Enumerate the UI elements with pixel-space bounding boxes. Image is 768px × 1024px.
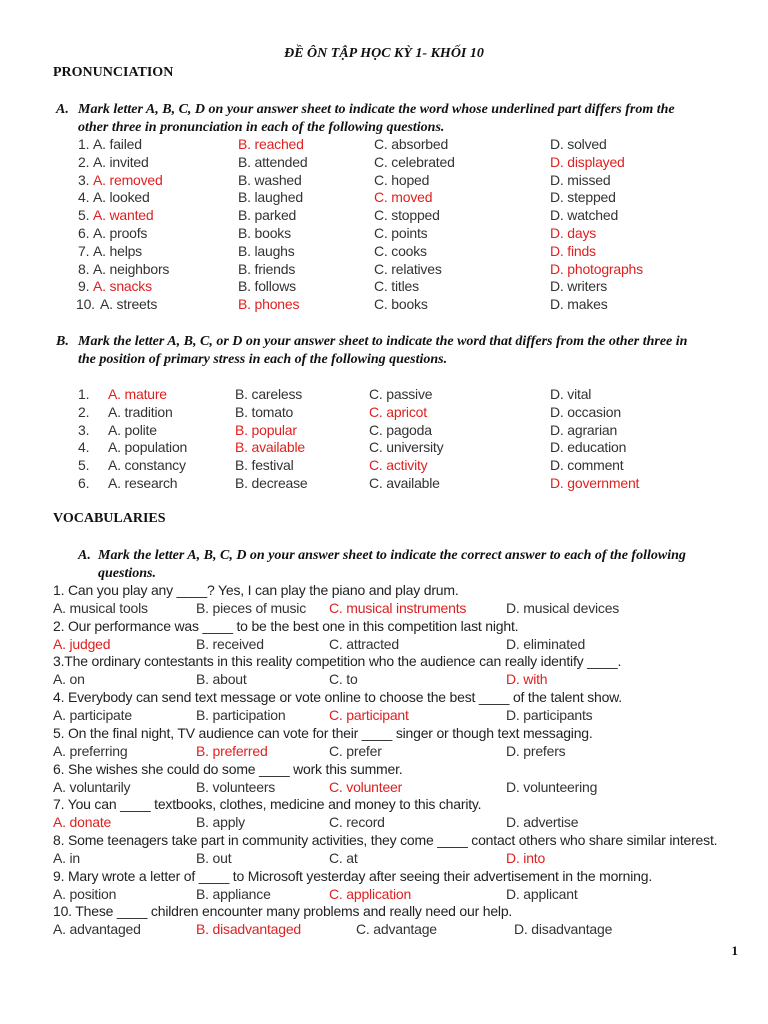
- section-heading-vocabularies: VOCABULARIES: [53, 511, 166, 526]
- option-a[interactable]: A. donate: [53, 814, 112, 831]
- option-c[interactable]: C. available: [369, 475, 440, 491]
- option-c[interactable]: C. apricot: [369, 403, 427, 420]
- option-d[interactable]: D. occasion: [550, 403, 621, 420]
- option-a[interactable]: A. research: [108, 475, 178, 491]
- option-b[interactable]: B. careless: [235, 386, 303, 402]
- option-a[interactable]: A. tradition: [108, 403, 173, 420]
- option-a[interactable]: A. preferring: [53, 742, 128, 759]
- option-a[interactable]: A. judged: [53, 635, 111, 652]
- option-c[interactable]: C. volunteer: [329, 778, 403, 795]
- document-title: ĐỀ ÔN TẬP HỌC KỲ 1- KHỐI 10: [284, 46, 484, 61]
- option-c[interactable]: C. celebrated: [374, 153, 455, 170]
- option-a[interactable]: A. helps: [93, 242, 142, 259]
- option-a[interactable]: A. musical tools: [53, 600, 148, 616]
- question-number: 6.: [78, 225, 90, 241]
- option-b[interactable]: B. attended: [238, 153, 308, 170]
- page-number: 1: [731, 943, 738, 958]
- option-a[interactable]: A. advantaged: [53, 921, 141, 938]
- instruction-letter: B.: [56, 334, 69, 349]
- question-text: 7. You can ____ textbooks, clothes, medicine and money to this charity.: [53, 796, 482, 813]
- option-b[interactable]: B. washed: [238, 171, 302, 188]
- option-a[interactable]: A. proofs: [93, 225, 148, 241]
- option-a[interactable]: A. invited: [93, 153, 149, 170]
- option-a[interactable]: A. streets: [100, 296, 158, 313]
- question-number: 1.: [78, 136, 90, 152]
- option-b[interactable]: B. disadvantaged: [196, 921, 301, 938]
- question-number: 7.: [78, 242, 90, 259]
- option-b[interactable]: B. about: [196, 671, 247, 688]
- option-a[interactable]: A. on: [53, 671, 85, 688]
- option-c[interactable]: C. to: [329, 671, 358, 688]
- option-d[interactable]: D. musical devices: [506, 600, 620, 616]
- option-c[interactable]: C. cooks: [374, 242, 427, 259]
- option-d[interactable]: D. photographs: [550, 260, 643, 277]
- option-a[interactable]: A. polite: [108, 421, 157, 438]
- question-number: 5.: [78, 457, 90, 474]
- option-a[interactable]: A. constancy: [108, 457, 186, 474]
- question-number: 3.: [78, 171, 90, 188]
- option-a[interactable]: A. mature: [108, 386, 167, 402]
- option-d[interactable]: D. into: [506, 849, 546, 866]
- option-c[interactable]: C. passive: [369, 386, 433, 402]
- instruction-line: other three in pronunciation in each of the following questions.: [78, 120, 445, 135]
- option-a[interactable]: A. failed: [93, 136, 142, 152]
- option-d[interactable]: D. volunteering: [506, 778, 598, 795]
- option-b[interactable]: B. books: [238, 225, 291, 241]
- option-b[interactable]: B. laughs: [238, 242, 295, 259]
- option-a[interactable]: A. position: [53, 885, 117, 902]
- option-c[interactable]: C. prefer: [329, 742, 382, 759]
- option-b[interactable]: B. tomato: [235, 403, 294, 420]
- option-c[interactable]: C. application: [329, 885, 412, 902]
- option-b[interactable]: B. appliance: [196, 885, 271, 902]
- option-c[interactable]: C. absorbed: [374, 136, 449, 152]
- question-number: 4.: [78, 439, 90, 456]
- option-a[interactable]: A. in: [53, 849, 81, 866]
- question-text: 8. Some teenagers take part in community activities, they come ____ contact others who share similar interest.: [53, 831, 718, 848]
- question-number: 5.: [78, 207, 90, 224]
- option-b[interactable]: B. received: [196, 635, 264, 652]
- question-text: 6. She wishes she could do some ____ work this summer.: [53, 760, 403, 777]
- option-b[interactable]: B. available: [235, 439, 305, 456]
- question-number: 6.: [78, 475, 90, 491]
- question-text: 5. On the final night, TV audience can vote for their ____ singer or though text messaging.: [53, 724, 593, 741]
- option-d[interactable]: D. government: [550, 475, 640, 491]
- option-d[interactable]: D. watched: [550, 207, 619, 224]
- instruction-letter: A.: [56, 102, 69, 117]
- option-c[interactable]: C. attracted: [329, 635, 399, 652]
- option-b[interactable]: B. festival: [235, 457, 294, 474]
- option-a[interactable]: A. looked: [93, 189, 150, 206]
- option-c[interactable]: C. points: [374, 225, 428, 241]
- option-d[interactable]: D. comment: [550, 457, 624, 474]
- question-number: 10.: [76, 296, 95, 313]
- option-d[interactable]: D. education: [550, 439, 627, 456]
- option-d[interactable]: D. days: [550, 225, 597, 241]
- option-d[interactable]: D. finds: [550, 242, 596, 259]
- option-b[interactable]: B. participation: [196, 707, 286, 724]
- question-text: 3.The ordinary contestants in this reality competition who the audience can really identify ____.: [53, 653, 622, 670]
- instruction-line: Mark the letter A, B, C, D on your answer sheet to indicate the correct answer to each of the following: [98, 548, 686, 563]
- option-a[interactable]: A. neighbors: [93, 260, 170, 277]
- question-number: 4.: [78, 189, 90, 206]
- option-d[interactable]: D. agrarian: [550, 421, 618, 438]
- option-b[interactable]: B. laughed: [238, 189, 303, 206]
- option-c[interactable]: C. university: [369, 439, 444, 456]
- option-d[interactable]: D. writers: [550, 278, 608, 295]
- option-b[interactable]: B. pieces of music: [196, 600, 306, 616]
- question-number: 2.: [78, 153, 90, 170]
- option-d[interactable]: D. disadvantage: [514, 921, 613, 938]
- question-number: 1.: [78, 386, 90, 402]
- question-number: 3.: [78, 421, 90, 438]
- option-b[interactable]: B. volunteers: [196, 778, 276, 795]
- option-b[interactable]: B. phones: [238, 296, 300, 313]
- question-number: 9.: [78, 278, 90, 295]
- option-c[interactable]: C. relatives: [374, 260, 442, 277]
- option-b[interactable]: B. decrease: [235, 475, 308, 491]
- instruction-line: the position of primary stress in each of the following questions.: [78, 352, 448, 367]
- option-a[interactable]: A. population: [108, 439, 188, 456]
- option-c[interactable]: C. participant: [329, 707, 409, 724]
- option-c[interactable]: C. musical instruments: [329, 600, 467, 616]
- option-a[interactable]: A. snacks: [93, 278, 152, 295]
- option-d[interactable]: D. prefers: [506, 742, 566, 759]
- question-text: 9. Mary wrote a letter of ____ to Microsoft yesterday after seeing their advertisement in the morning.: [53, 867, 653, 884]
- option-a[interactable]: A. removed: [93, 171, 163, 188]
- option-d[interactable]: D. stepped: [550, 189, 616, 206]
- option-b[interactable]: B. parked: [238, 207, 297, 224]
- option-d[interactable]: D. participants: [506, 707, 593, 724]
- option-c[interactable]: C. activity: [369, 457, 428, 474]
- option-c[interactable]: C. titles: [374, 278, 419, 295]
- instruction-line: Mark the letter A, B, C, or D on your answer sheet to indicate the word that differs from the other three in: [78, 334, 688, 349]
- option-d[interactable]: D. vital: [550, 386, 592, 402]
- option-d[interactable]: D. missed: [550, 171, 611, 188]
- instruction-line: Mark letter A, B, C, D on your answer sheet to indicate the word whose underlined part differs from the: [78, 102, 675, 117]
- instruction-letter: A.: [78, 548, 91, 563]
- question-text: 2. Our performance was ____ to be the best one in this competition last night.: [53, 617, 519, 634]
- option-d[interactable]: D. advertise: [506, 814, 579, 831]
- option-d[interactable]: D. eliminated: [506, 635, 586, 652]
- option-d[interactable]: D. with: [506, 671, 548, 688]
- question-text: 10. These ____ children encounter many problems and really need our help.: [53, 903, 513, 920]
- question-text: 1. Can you play any ____? Yes, I can play the piano and play drum.: [53, 582, 459, 598]
- option-c[interactable]: C. pagoda: [369, 421, 432, 438]
- option-b[interactable]: B. popular: [235, 421, 297, 438]
- option-b[interactable]: B. out: [196, 849, 232, 866]
- option-a[interactable]: A. participate: [53, 707, 132, 724]
- option-b[interactable]: B. follows: [238, 278, 296, 295]
- option-a[interactable]: A. voluntarily: [53, 778, 131, 795]
- option-c[interactable]: C. record: [329, 814, 385, 831]
- option-c[interactable]: C. at: [329, 849, 358, 866]
- option-b[interactable]: B. reached: [238, 136, 304, 152]
- option-c[interactable]: C. books: [374, 296, 428, 313]
- option-d[interactable]: D. makes: [550, 296, 608, 313]
- option-c[interactable]: C. advantage: [356, 921, 437, 938]
- option-d[interactable]: D. solved: [550, 136, 607, 152]
- option-d[interactable]: D. displayed: [550, 153, 625, 170]
- option-c[interactable]: C. hoped: [374, 171, 430, 188]
- option-d[interactable]: D. applicant: [506, 885, 578, 902]
- option-c[interactable]: C. stopped: [374, 207, 440, 224]
- option-a[interactable]: A. wanted: [93, 207, 154, 224]
- option-b[interactable]: B. preferred: [196, 742, 268, 759]
- option-b[interactable]: B. apply: [196, 814, 245, 831]
- question-text: 4. Everybody can send text message or vote online to choose the best ____ of the talent show.: [53, 689, 622, 706]
- question-number: 8.: [78, 260, 90, 277]
- option-b[interactable]: B. friends: [238, 260, 296, 277]
- section-heading-pronunciation: PRONUNCIATION: [53, 65, 174, 80]
- instruction-line: questions.: [98, 566, 156, 581]
- question-number: 2.: [78, 403, 90, 420]
- option-c[interactable]: C. moved: [374, 189, 433, 206]
